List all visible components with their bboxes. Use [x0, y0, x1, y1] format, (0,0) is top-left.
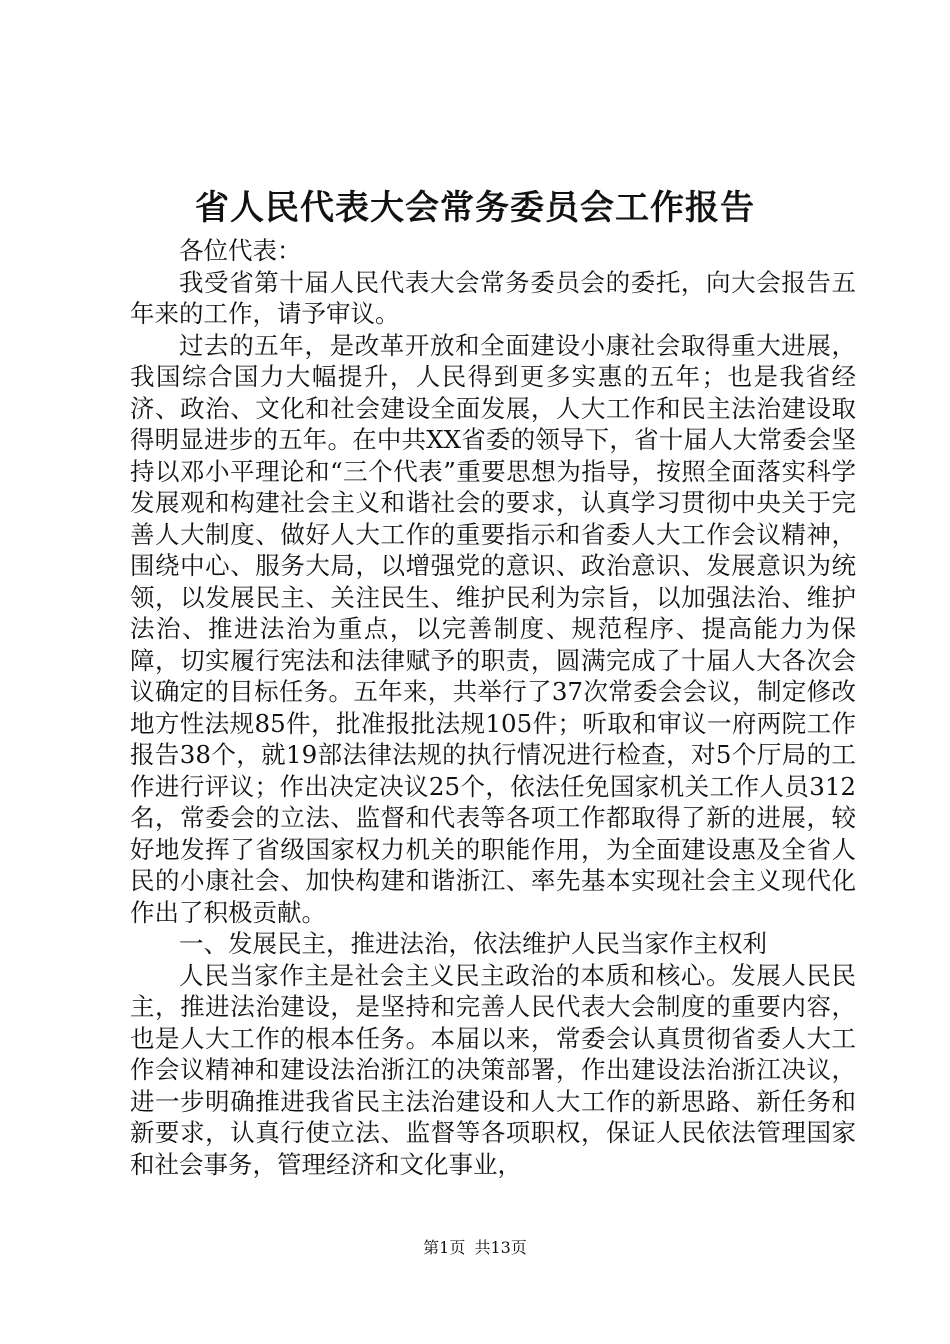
page-number: 第1页 — [423, 1238, 466, 1257]
page-footer — [0, 1236, 950, 1260]
paragraph-review: 过去的五年，是改革开放和全面建设小康社会取得重大进展，我国综合国力大幅提升，人民得到更多实惠的五年；也是我省经济、政治、文化和社会建设全面发展，人大工作和民主法治建设取得明显进步的五年。在中共XX省委的领导下，省十届人大常委会坚持以邓小平理论和“三个代表”重要思想为指导，按照全面落实科学发展观和构建社会主义和谐社会的要求，认真学习贯彻中央关于完善人大制度、做好人大工作的重要指示和省委人大工作会议精神，围绕中心、服务大局，以增强党的意识、政治意识、发展意识为统领，以发展民主、关注民生、维护民利为宗旨，以加强法治、维护法治、推进法治为重点，以完善制度、规范程序、提高能力为保障，切实履行宪法和法律赋予的职责，圆满完成了十届人大各次会议确定的目标任务。五年来，共举行了37次常委会会议，制定修改地方性法规85件，批准报批法规105件；听取和审议一府两院工作报告38个，就19部法律法规的执行情况进行检查，对5个厅局的工作进行评议；作出决定决议25个，依法任免国家机关工作人员312名，常委会的立法、监督和代表等各项工作都取得了新的进展，较好地发挥了省级国家权力机关的职能作用，为全面建设惠及全省人民的小康社会、加快构建和谐浙江、率先基本实现社会主义现代化作出了积极贡献。 — [130, 330, 856, 927]
paragraph-salutation: 各位代表： — [179, 236, 302, 265]
page-total: 共13页 — [474, 1238, 527, 1257]
paragraph-intro: 我受省第十届人民代表大会常务委员会的委托，向大会报告五年来的工作，请予审议。 — [130, 267, 856, 328]
section-heading: 一、发展民主，推进法治，依法维护人民当家作主权利 — [179, 929, 767, 958]
paragraph-section-one: 人民当家作主是社会主义民主政治的本质和核心。发展人民民主，推进法治建设，是坚持和完善人民代表大会制度的重要内容，也是人大工作的根本任务。本届以来，常委会认真贯彻省委人大工作会议精神和建设法治浙江的决策部署，作出建设法治浙江决议，进一步明确推进我省民主法治建设和人大工作的新思路、新任务和新要求，认真行使立法、监督等各项职权，保证人民依法管理国家和社会事务，管理经济和文化事业， — [130, 960, 856, 1179]
document-title: 省人民代表大会常务委员会工作报告 — [195, 188, 755, 228]
document-body — [130, 235, 856, 1180]
